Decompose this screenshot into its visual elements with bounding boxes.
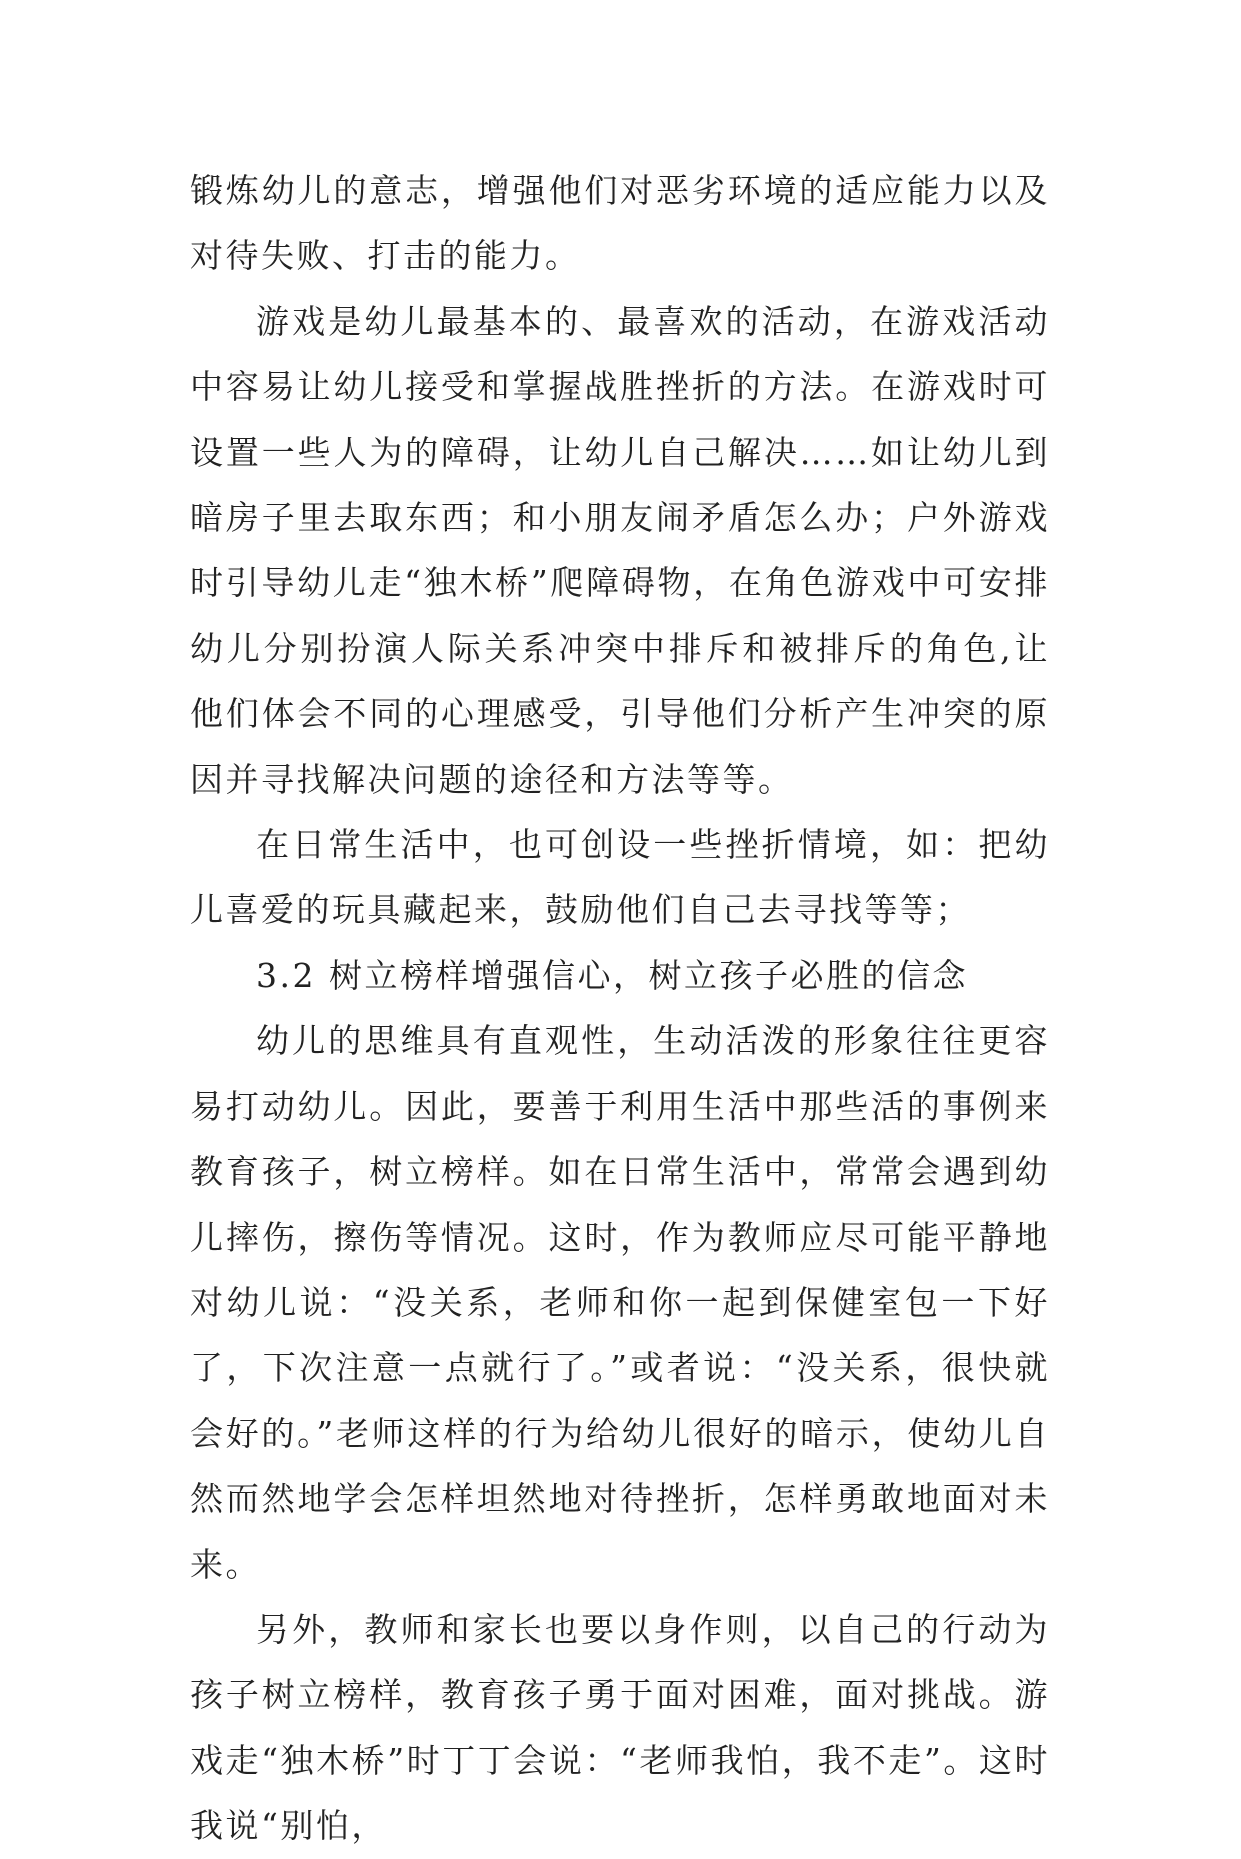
body-text xyxy=(190,158,1050,1859)
paragraph-games: 游戏是幼儿最基本的、最喜欢的活动，在游戏活动中容易让幼儿接受和掌握战胜挫折的方法。在游戏时可设置一些人为的障碍，让幼儿自己解决……如让幼儿到暗房子里去取东西；和小朋友闹矛盾怎么办；户外游戏时引导幼儿走“独木桥”爬障碍物，在角色游戏中可安排幼儿分别扮演人际关系冲突中排斥和被排斥的角色,让他们体会不同的心理感受，引导他们分析产生冲突的原因并寻找解决问题的途径和方法等等。 xyxy=(190,301,1050,799)
paragraph-lead-by-example: 另外，教师和家长也要以身作则，以自己的行动为孩子树立榜样，教育孩子勇于面对困难，面对挑战。游戏走“独木桥”时丁丁会说：“老师我怕，我不走”。这时我说“别怕， xyxy=(190,1609,1050,1846)
paragraph-role-models: 幼儿的思维具有直观性，生动活泼的形象往往更容易打动幼儿。因此，要善于利用生活中那些活的事例来教育孩子，树立榜样。如在日常生活中，常常会遇到幼儿摔伤，擦伤等情况。这时，作为教师应尽可能平静地对幼儿说：“没关系，老师和你一起到保健室包一下好了，下次注意一点就行了。”或者说：“没关系，很快就会好的。”老师这样的行为给幼儿很好的暗示，使幼儿自然而然地学会怎样坦然地对待挫折，怎样勇敢地面对未来。 xyxy=(190,1021,1050,1584)
paragraph-daily-life: 在日常生活中，也可创设一些挫折情境，如：把幼儿喜爱的玩具藏起来，鼓励他们自己去寻找等等； xyxy=(190,825,1050,930)
section-heading-3-2: 3.2 树立榜样增强信心，树立孩子必胜的信念 xyxy=(256,955,968,995)
paragraph-continuation: 锻炼幼儿的意志，增强他们对恶劣环境的适应能力以及对待失败、打击的能力。 xyxy=(190,171,1050,276)
